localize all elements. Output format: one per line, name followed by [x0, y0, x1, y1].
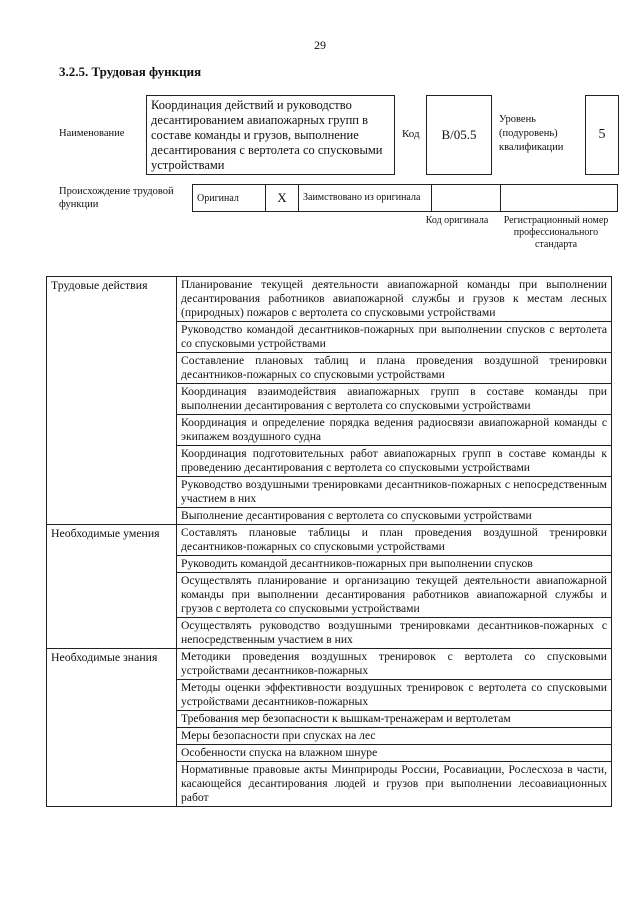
section-title-actions: Трудовые действия: [47, 277, 177, 525]
function-name-box: Координация действий и руководство десантированием авиапожарных групп в составе команды и грузов, выполнение десантирования с вертолета со спусковыми устройствами: [146, 95, 395, 175]
table-cell: Руководство командой десантников-пожарных при выполнении спусков с вертолета со спусковыми устройствами: [177, 322, 612, 353]
table-cell: Координация и определение порядка ведения радиосвязи авиапожарной команды с экипажем воздушного судна: [177, 415, 612, 446]
table-cell: Нормативные правовые акты Минприроды России, Росавиации, Рослесхоза в части, касающейся десантирования людей и грузов при выполнении лесоавиационных работ: [177, 762, 612, 807]
table-cell: Осуществлять планирование и организацию текущей деятельности авиапожарной команды при выполнении десантирования работников авиапожарной службы и грузов с вертолета со спусковыми устройствами: [177, 573, 612, 618]
table-cell: Координация подготовительных работ авиапожарных групп в составе команды к проведению десантирования с вертолета со спусковыми устройствами: [177, 446, 612, 477]
function-details-table: [46, 276, 612, 807]
page-number: 29: [314, 38, 326, 52]
level-label: Уровень (подуровень) квалификации: [499, 114, 564, 153]
table-cell: Методики проведения воздушных тренировок с вертолета со спусковыми устройствами десантников-пожарных: [177, 649, 612, 680]
section-title-knowledge: Необходимые знания: [47, 649, 177, 807]
table-cell: Составлять плановые таблицы и план проведения воздушной тренировки десантников-пожарных со спусковыми устройствами: [177, 525, 612, 556]
origin-table: [192, 184, 618, 212]
table-cell: Руководство воздушными тренировками десантников-пожарных с непосредственным участием в них: [177, 477, 612, 508]
table-cell: Осуществлять руководство воздушными тренировками десантников-пожарных с непосредственным участием в них: [177, 618, 612, 649]
table-cell: Выполнение десантирования с вертолета со спусковыми устройствами: [177, 508, 612, 525]
original-label-cell: Оригинал: [193, 185, 266, 212]
table-row: [47, 277, 612, 322]
code-caption: Код оригинала: [425, 215, 489, 226]
table-cell: Меры безопасности при спусках на лес: [177, 728, 612, 745]
table-row: [47, 649, 612, 680]
table-cell: Составление плановых таблиц и плана проведения воздушной тренировки десантников-пожарных со спусковыми устройствами: [177, 353, 612, 384]
table-cell: Руководить командой десантников-пожарных при выполнении спусков: [177, 556, 612, 573]
table-cell: Особенности спуска на влажном шнуре: [177, 745, 612, 762]
borrowed-label-cell: Заимствовано из оригинала: [299, 185, 432, 212]
code-value-box: В/05.5: [426, 95, 492, 175]
table-cell: Требования мер безопасности к вышкам-тренажерам и вертолетам: [177, 711, 612, 728]
table-cell: Планирование текущей деятельности авиапожарной команды при выполнении десантирования работников авиапожарной службы и грузов к местам лесных (природных) пожаров с вертолета со спусковыми устройствами: [177, 277, 612, 322]
name-label: Наименование: [59, 128, 125, 139]
original-mark-cell: X: [266, 185, 299, 212]
origin-label: Происхождение трудовой функции: [59, 186, 174, 210]
table-row: [47, 525, 612, 556]
table-cell: Координация взаимодействия авиапожарных групп в составе команды при выполнении десантирования с вертолета со спусковыми устройствами: [177, 384, 612, 415]
section-title-skills: Необходимые умения: [47, 525, 177, 649]
reg-caption: Регистрационный номер профессионального стандарта: [503, 215, 609, 250]
table-cell: Методы оценки эффективности воздушных тренировок с вертолета со спусковыми устройствами десантников-пожарных: [177, 680, 612, 711]
reg-number-cell: [501, 185, 618, 212]
section-title: 3.2.5. Трудовая функция: [59, 64, 202, 79]
code-label: Код: [402, 128, 420, 140]
level-value-box: 5: [585, 95, 619, 175]
original-code-cell: [432, 185, 501, 212]
